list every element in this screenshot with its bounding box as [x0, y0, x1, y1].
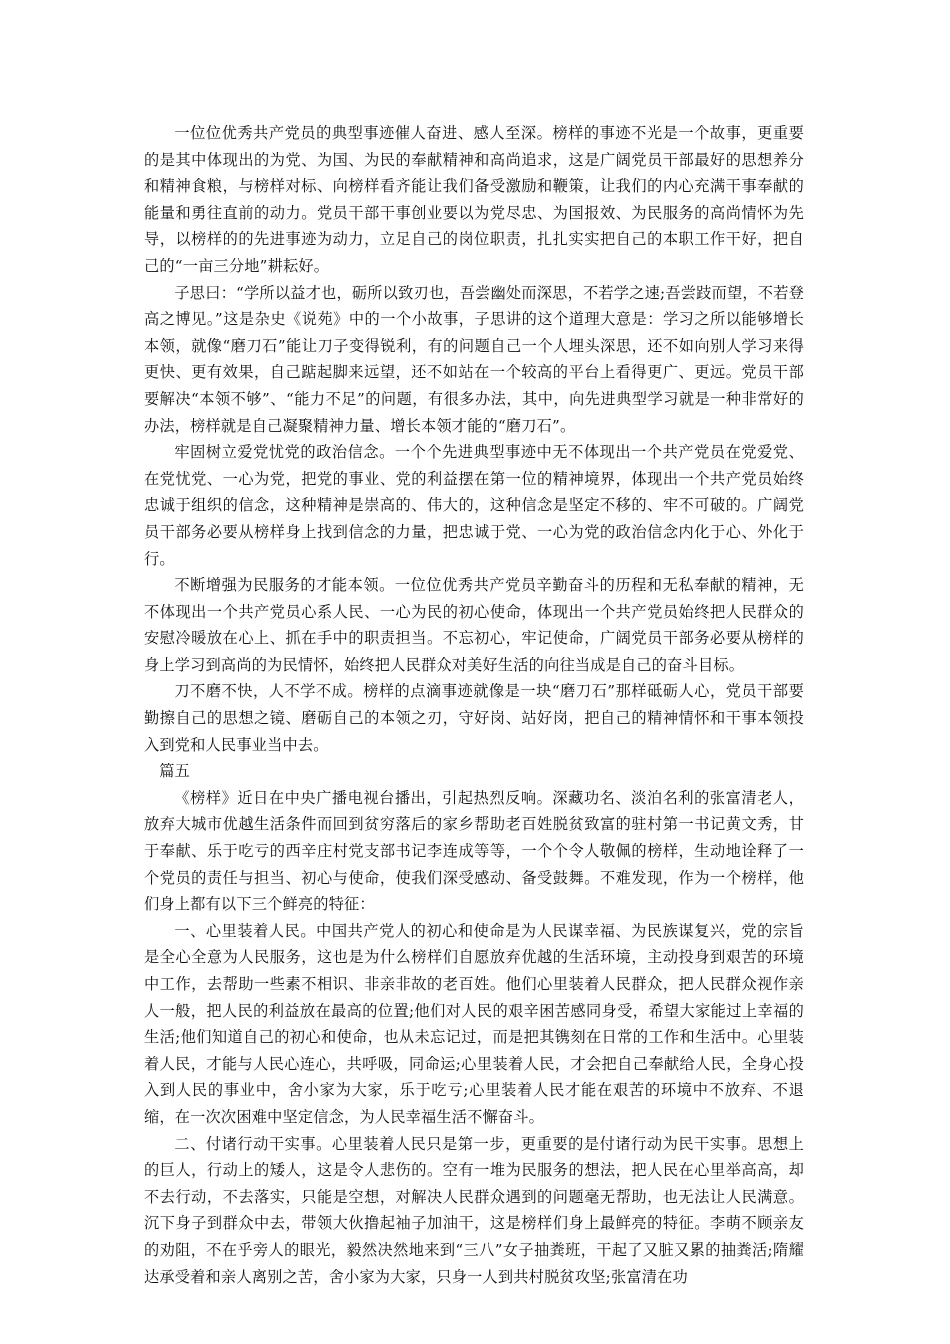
paragraph-service-ability: 不断增强为民服务的才能本领。一位位优秀共产党员辛勤奋斗的历程和无私奉献的精神，无不体现出一个共产党员心系人民、一心为民的初心使命，体现出一个共产党员始终把人民群众的安慰冷暖放在心上、抓在手中的职责担当。不忘初心，牢记使命，广阔党员干部务必要从榜样的身上学习到高尚的为民情怀，始终把人民群众对美好生活的向往当成是自己的奋斗目标。 — [144, 576, 804, 674]
paragraph-exemplar-deeds: 一位位优秀共产党员的典型事迹催人奋进、感人至深。榜样的事迹不光是一个故事，更重要的是其中体现出的为党、为国、为民的奉献精神和高尚追求，这是广阔党员干部最好的思想养分和精神食粮，与榜样对标、向榜样看齐能让我们备受激励和鞭策，让我们的内心充满干事奉献的能量和勇往直前的动力。党员干部干事创业要以为党尽忠、为国报效、为民服务的高尚情怀为先导，以榜样的的先进事迹为动力，立足自己的岗位职责，扎扎实实把自己的本职工作干好，把自己的“一亩三分地”耕耘好。 — [144, 124, 804, 275]
section-title: 篇五 — [159, 762, 190, 781]
paragraph-point-two: 二、付诸行动干实事。心里装着人民只是第一步，更重要的是付诸行动为民干实事。思想上的巨人，行动上的矮人，这是令人悲伤的。空有一堆为民服务的想法，把人民在心里举高高，却不去行动，不去落实，只能是空想，对解决人民群众遇到的问题毫无帮助，也无法让人民满意。沉下身子到群众中去，带领大伙撸起袖子加油干，这是榜样们身上最鲜亮的特征。李萌不顾亲友的劝阻，不在乎旁人的眼光，毅然决然地来到“三八”女子抽粪班，干起了又脏又累的抽粪活;隋耀达承受着和亲人离别之苦，舍小家为大家，只身一人到共村脱贫攻坚;张富清在功 — [144, 1134, 804, 1286]
paragraph-bangyang-broadcast: 《榜样》近日在中央广播电视台播出，引起热烈反响。深藏功名、淡泊名利的张富清老人，放弃大城市优越生活条件而回到贫穷落后的家乡帮助老百姓脱贫致富的驻村第一书记黄文秀，甘于奉献、乐于吃亏的西辛庄村党支部书记李连成等等，一个个令人敬佩的榜样，生动地诠释了一个党员的责任与担当、初心与使命，使我们深受感动、备受鼓舞。不难发现，作为一个榜样，他们身上都有以下三个鲜亮的特征： — [144, 788, 804, 914]
paragraph-point-one: 一、心里装着人民。中国共产党人的初心和使命是为人民谋幸福、为民族谋复兴，党的宗旨是全心全意为人民服务，这也是为什么榜样们自愿放弃优越的生活环境，主动投身到艰苦的环境中工作，去帮助一些素不相识、非亲非故的老百姓。他们心里装着人民群众，把人民群众视作亲人一般，把人民的利益放在最高的位置;他们对人民的艰辛困苦感同身受，希望大家能过上幸福的生活;他们知道自己的初心和使命，也从未忘记过，而是把其镌刻在日常的工作和生活中。心里装着人民，才能与人民心连心，共呼吸，同命运;心里装着人民，才会把自己奉献给人民，全身心投入到人民的事业中，舍小家为大家，乐于吃亏;心里装着人民才能在艰苦的环境中不放弃、不退缩，在一次次困难中坚定信念，为人民幸福生活不懈奋斗。 — [144, 921, 804, 1126]
document-body — [144, 120, 804, 1290]
paragraph-political-belief: 牢固树立爱党忧党的政治信念。一个个先进典型事迹中无不体现出一个共产党员在党爱党、在党忧党、一心为党，把党的事业、党的利益摆在第一位的精神境界，体现出一个共产党员始终忠诚于组织的信念，这种精神是崇高的、伟大的，这种信念是坚定不移的、牢不可破的。广阔党员干部务必要从榜样身上找到信念的力量，把忠诚于党、一心为党的政治信念内化于心、外化于行。 — [144, 443, 804, 568]
paragraph-zisi-quote: 子思曰：“学所以益才也，砺所以致刃也，吾尝幽处而深思，不若学之速;吾尝跂而望，不若登高之博见。”这是杂史《说苑》中的一个小故事，子思讲的这个道理大意是：学习之所以能够增长本领，就像“磨刀石”能让刀子变得锐利，有的问题自己一个人埋头深思，还不如向别人学习来得更快、更有效果，自己踮起脚来远望，还不如站在一个较高的平台上看得更广、更远。党员干部要解决“本领不够”、“能力不足”的问题，有很多办法，其中，向先进典型学习就是一种非常好的办法，榜样就是自己凝聚精神力量、增长本领才能的“磨刀石”。 — [144, 283, 804, 435]
paragraph-whetstone: 刀不磨不快，人不学不成。榜样的点滴事迹就像是一块“磨刀石”那样砥砺人心，党员干部要勤擦自己的思想之镜、磨砺自己的本领之刃，守好岗、站好岗，把自己的精神情怀和干事本领投入到党和人民事业当中去。 — [144, 682, 804, 754]
